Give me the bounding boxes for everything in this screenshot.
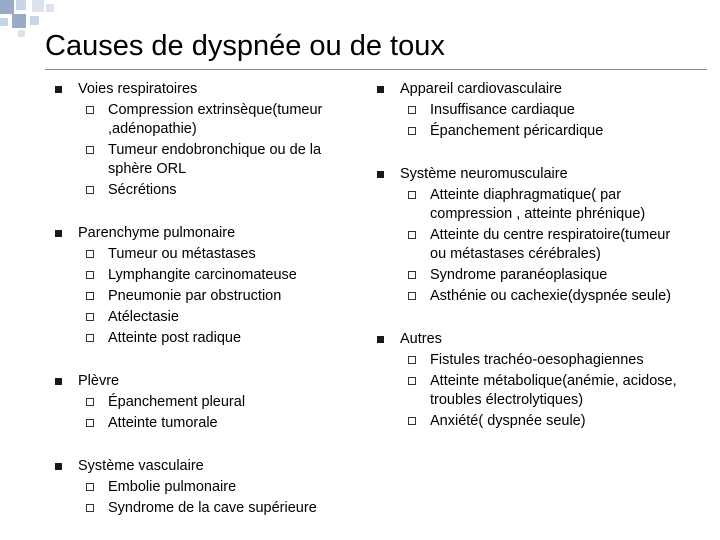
hollow-square-bullet-icon (408, 417, 416, 425)
decor-square (30, 16, 39, 25)
list-item (78, 478, 348, 497)
list-item-text: Atteinte diaphragmatique( par compression , atteinte phrénique) (430, 187, 646, 222)
list-item-text: Tumeur endobronchique ou de la sphère ORL (108, 142, 322, 177)
group-appareil-cardiovasculaire (370, 80, 685, 141)
list-item-text: Fistules trachéo-oesophagiennes (430, 352, 644, 368)
list-item-text: Compression extrinsèque(tumeur ,adénopathie) (108, 102, 323, 137)
list-item-text: Épanchement pleural (108, 394, 246, 410)
list-item-text: Atteinte tumorale (108, 415, 218, 431)
square-bullet-icon (377, 86, 384, 93)
hollow-square-bullet-icon (408, 231, 416, 239)
list-item (400, 186, 685, 224)
group-heading: Plèvre (78, 373, 120, 389)
group-voies-respiratoires (48, 80, 348, 200)
list-item (78, 141, 348, 179)
hollow-square-bullet-icon (86, 146, 94, 154)
hollow-square-bullet-icon (408, 356, 416, 364)
list-item (78, 101, 348, 139)
group-heading: Système vasculaire (78, 458, 204, 474)
square-bullet-icon (55, 463, 62, 470)
square-bullet-icon (55, 230, 62, 237)
list-item-text: Lymphangite carcinomateuse (108, 267, 297, 283)
decor-square (18, 30, 25, 37)
list-item (400, 412, 685, 431)
decor-square (0, 0, 14, 14)
list-item (400, 351, 685, 370)
hollow-square-bullet-icon (408, 191, 416, 199)
list-item-text: Épanchement péricardique (430, 123, 604, 139)
list-item (400, 287, 685, 306)
title-underline (45, 69, 707, 70)
square-bullet-icon (55, 378, 62, 385)
group-parenchyme-pulmonaire (48, 224, 348, 348)
hollow-square-bullet-icon (86, 334, 94, 342)
list-item-text: Asthénie ou cachexie(dyspnée seule) (430, 288, 672, 304)
left-column (48, 80, 348, 518)
decor-square (12, 14, 26, 28)
sub-list (400, 186, 685, 306)
square-bullet-icon (377, 171, 384, 178)
list-item (78, 308, 348, 327)
list-item (400, 226, 685, 264)
list-item-text: Syndrome paranéoplasique (430, 267, 608, 283)
square-bullet-icon (377, 336, 384, 343)
hollow-square-bullet-icon (408, 106, 416, 114)
decor-square (0, 18, 8, 26)
group-systeme-neuromusculaire (370, 165, 685, 306)
list-item (400, 266, 685, 285)
hollow-square-bullet-icon (86, 292, 94, 300)
list-item-text: Embolie pulmonaire (108, 479, 237, 495)
hollow-square-bullet-icon (86, 483, 94, 491)
list-item (78, 393, 348, 412)
list-item-text: Atteinte post radique (108, 330, 242, 346)
hollow-square-bullet-icon (86, 250, 94, 258)
page-title: Causes de dyspnée ou de toux (45, 30, 445, 62)
list-item-text: Sécrétions (108, 182, 177, 198)
hollow-square-bullet-icon (86, 419, 94, 427)
decor-square (32, 0, 44, 12)
group-heading: Appareil cardiovasculaire (400, 81, 562, 97)
hollow-square-bullet-icon (86, 271, 94, 279)
group-plevre (48, 372, 348, 433)
list-item-text: Atteinte métabolique(anémie, acidose, troubles électrolytiques) (430, 373, 677, 408)
hollow-square-bullet-icon (408, 377, 416, 385)
group-heading: Voies respiratoires (78, 81, 198, 97)
group-systeme-vasculaire (48, 457, 348, 518)
list-item (78, 287, 348, 306)
list-item-text: Atteinte du centre respiratoire(tumeur ou métastases cérébrales) (430, 227, 671, 262)
group-autres (370, 330, 685, 431)
hollow-square-bullet-icon (408, 271, 416, 279)
hollow-square-bullet-icon (86, 186, 94, 194)
list-item (78, 245, 348, 264)
hollow-square-bullet-icon (408, 127, 416, 135)
decor-square (16, 0, 26, 10)
list-item (400, 372, 685, 410)
hollow-square-bullet-icon (86, 398, 94, 406)
list-item (78, 499, 348, 518)
decor-square (46, 4, 54, 12)
list-item-text: Insuffisance cardiaque (430, 102, 575, 118)
hollow-square-bullet-icon (408, 292, 416, 300)
sub-list (78, 101, 348, 200)
right-column (370, 80, 685, 431)
list-item (400, 101, 685, 120)
list-item-text: Tumeur ou métastases (108, 246, 256, 262)
list-item (78, 329, 348, 348)
list-item-text: Atélectasie (108, 309, 179, 325)
list-item-text: Syndrome de la cave supérieure (108, 500, 317, 516)
group-heading: Parenchyme pulmonaire (78, 225, 236, 241)
hollow-square-bullet-icon (86, 106, 94, 114)
hollow-square-bullet-icon (86, 504, 94, 512)
sub-list (400, 101, 685, 141)
list-item (78, 181, 348, 200)
list-item (78, 414, 348, 433)
group-heading: Système neuromusculaire (400, 166, 568, 182)
list-item (400, 122, 685, 141)
list-item-text: Anxiété( dyspnée seule) (430, 413, 586, 429)
square-bullet-icon (55, 86, 62, 93)
sub-list (78, 393, 348, 433)
sub-list (78, 245, 348, 348)
hollow-square-bullet-icon (86, 313, 94, 321)
sub-list (78, 478, 348, 518)
sub-list (400, 351, 685, 431)
list-item-text: Pneumonie par obstruction (108, 288, 282, 304)
list-item (78, 266, 348, 285)
group-heading: Autres (400, 331, 442, 347)
